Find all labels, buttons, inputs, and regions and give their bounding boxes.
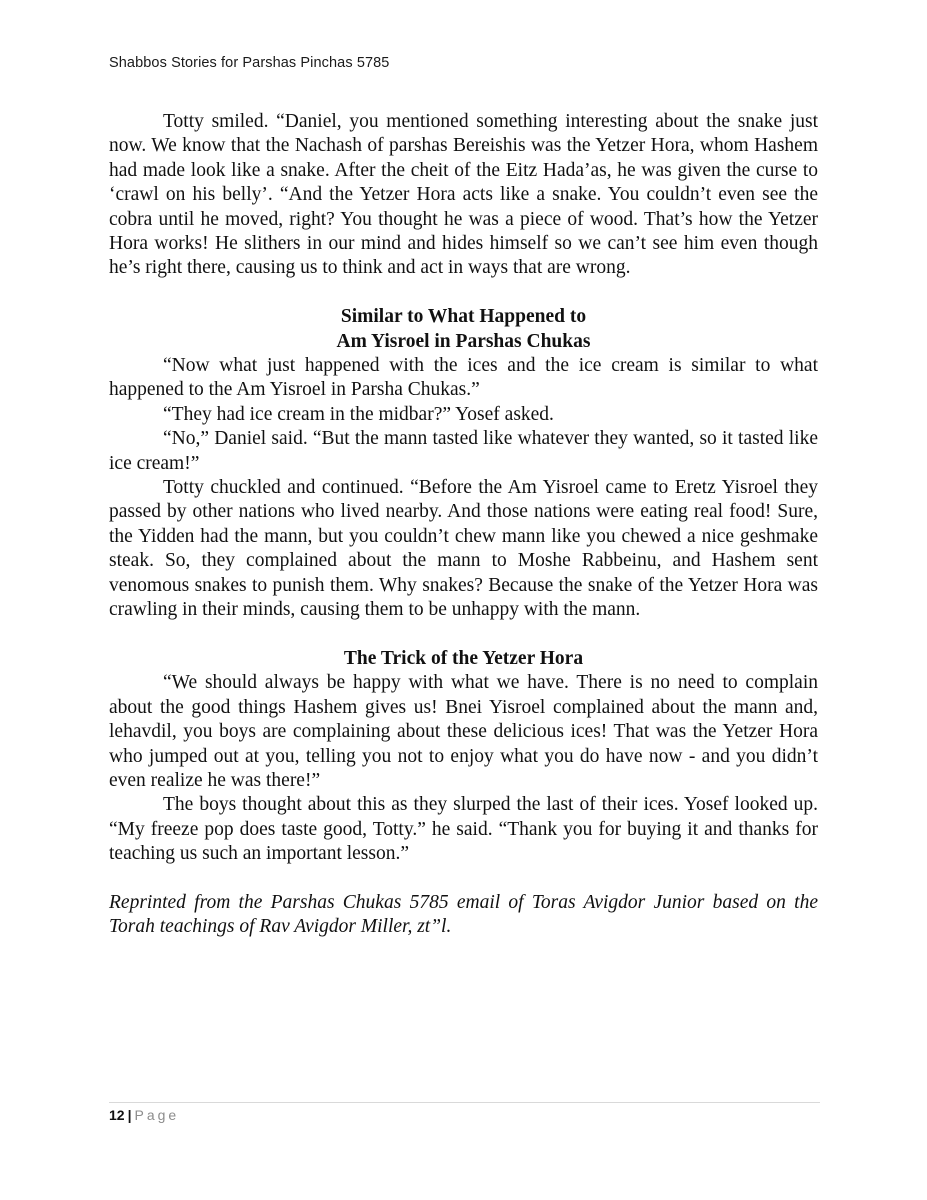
paragraph: “Now what just happened with the ices and the ice cream is similar to what happened to the Am Yisroel in Parsha Chukas.” [109,355,818,401]
page-number: 12 [109,1107,125,1123]
footer-divider [109,1102,820,1103]
paragraph: Totty smiled. “Daniel, you mentioned something interesting about the snake just now. We know that the Nachash of parshas Bereishis was the Yetzer Hora, whom Hashem had made look like a snake. After the cheit of the Eitz Hada’as, he was given the curse to ‘crawl on his belly’. “And the Yetzer Hora acts like a snake. You couldn’t even see the cobra until he moved, right? You thought he was a piece of wood. That’s how the Yetzer Hora works! He slithers in our mind and hides himself so we can’t see him even though he’s right there, causing us to think and act in ways that are wrong. [109,111,818,279]
paragraph: “We should always be happy with what we have. There is no need to complain about the good things Hashem gives us! Bnei Yisroel complained about the mann and, lehavdil, you boys are complaining about these delicious ices! That was the Yetzer Hora who jumped out at you, telling you not to enjoy what you do have now - and you didn’t even realize he was there!” [109,672,818,791]
spacer [109,281,818,305]
section-heading: The Trick of the Yetzer Hora [343,647,584,669]
running-header: Shabbos Stories for Parshas Pinchas 5785 [109,55,390,71]
footer-separator: | [127,1107,132,1123]
section-heading-line: Am Yisroel in Parshas Chukas [336,330,591,352]
page-footer [109,1107,179,1123]
paragraph: “No,” Daniel said. “But the mann tasted like whatever they wanted, so it tasted like ice cream!” [109,428,818,474]
spacer [109,867,818,891]
story-body [109,110,818,940]
paragraph: The boys thought about this as they slurped the last of their ices. Yosef looked up. “My freeze pop does taste good, Totty.” he said. “Thank you for buying it and thanks for teaching us such an important lesson.” [109,794,818,865]
spacer [109,623,818,647]
reprint-credit: Reprinted from the Parshas Chukas 5785 email of Toras Avigdor Junior based on the Torah teachings of Rav Avigdor Miller, zt”l. [109,891,818,938]
page-label: Page [134,1107,180,1123]
paragraph: Totty chuckled and continued. “Before the Am Yisroel came to Eretz Yisroel they passed by other nations who lived nearby. And those nations were eating real food! Sure, the Yidden had the mann, but you couldn’t chew mann like you chewed a nice geshmake steak. So, they complained about the mann to Moshe Rabbeinu, and Hashem sent venomous snakes to punish them. Why snakes? Because the snake of the Yetzer Hora was crawling in their minds, causing them to be unhappy with the mann. [109,477,818,621]
paragraph: “They had ice cream in the midbar?” Yosef asked. [163,403,554,425]
section-heading-line: Similar to What Happened to [340,306,587,328]
